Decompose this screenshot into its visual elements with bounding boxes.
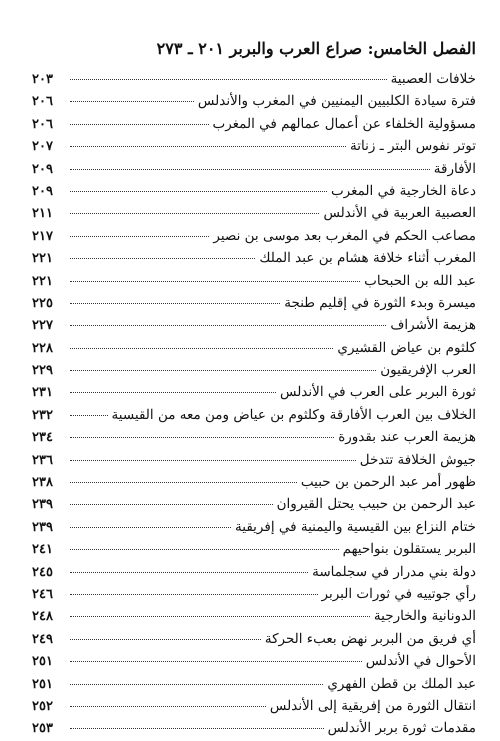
dot-leader [70,392,276,393]
toc-entry-page-number: ٢٢١ [32,251,53,267]
toc-entry-title: كلثوم بن عياض القشيري [337,339,476,356]
toc-entry-page-number: ٢٠٦ [32,116,53,132]
toc-entry-title: مصاعب الحكم في المغرب بعد موسى بن نصير [213,227,476,244]
dot-leader [70,191,327,192]
toc-entry-page-number: ٢٥٣ [32,721,53,737]
dot-leader [70,616,370,617]
toc-entry [32,717,476,739]
toc-entry [32,180,476,202]
toc-entry-page-number: ٢٣٨ [32,475,53,491]
toc-entry-title: عبد الرحمن بن حبيب يحتل القيروان [276,496,476,513]
dot-leader [70,370,376,371]
toc-entry-page-number: ٢٤٩ [32,631,53,647]
toc-entry-title: دولة بني مدرار في سجلماسة [312,563,476,580]
toc-entry [32,68,476,90]
toc-entry-page-number: ٢٥١ [32,676,53,692]
toc-entry [32,650,476,672]
dot-leader [70,146,346,147]
toc-entry [32,381,476,403]
toc-entry-title: توتر نفوس البتر ـ زناتة [350,138,476,155]
toc-entry-page-number: ٢٣٢ [32,407,53,423]
toc-entry-page-number: ٢٣٩ [32,519,53,535]
dot-leader [70,684,323,685]
dot-leader [70,101,194,102]
dot-leader [70,482,297,483]
chapter-heading: الفصل الخامس: صراع العرب والبربر ٢٠١ ـ ٢٧٣ [156,39,476,58]
toc-entry [32,673,476,695]
toc-entry-page-number: ٢٤١ [32,542,53,558]
dot-leader [70,213,319,214]
dot-leader [70,594,318,595]
toc-entry-title: عبد الملك بن قطن الفهري [327,675,476,692]
toc-entry-title: البربر يستقلون بنواحيهم [342,541,476,558]
toc-entry-page-number: ٢٢١ [32,273,53,289]
toc-entry [32,135,476,157]
toc-entry-page-number: ٢٢٩ [32,363,53,379]
toc-entry-title: المغرب أثناء خلافة هشام بن عبد الملك [259,250,476,267]
toc-entry [32,493,476,515]
toc-entry [32,158,476,180]
toc-entry-page-number: ٢٠٦ [32,94,53,110]
dot-leader [70,348,333,349]
toc-entry-page-number: ٢١٧ [32,228,53,244]
toc-entry-title: الخلاف بين العرب الأفارقة وكلثوم بن عياض ومن معه من القيسية [111,406,476,423]
toc-entry [32,113,476,135]
dot-leader [70,460,356,461]
toc-entry-title: عبد الله بن الحبحاب [364,272,476,289]
dot-leader [70,169,430,170]
toc-entry-page-number: ٢٤٥ [32,564,53,580]
dot-leader [70,661,362,662]
dot-leader [70,303,280,304]
toc-entry [32,404,476,426]
toc-entry-page-number: ٢١١ [32,206,53,222]
toc-entry-title: ميسرة وبدء الثورة في إقليم طنجة [284,294,476,311]
toc-entry-title: خلافات العصبية [390,71,476,87]
dot-leader [70,79,387,80]
dot-leader [70,415,108,416]
dot-leader [70,527,231,528]
toc-entry-title: انتقال الثورة من إفريقية إلى الأندلس [269,697,476,714]
toc-entry-title: جيوش الخلافة تتدخل [359,451,476,468]
toc-entry [32,628,476,650]
toc-entry-title: ختام النزاع بين القيسية واليمنية في إفريقية [235,518,476,535]
dot-leader [70,572,308,573]
toc-entry-title: الأحوال في الأندلس [365,653,476,670]
dot-leader [70,549,339,550]
toc-entry [32,426,476,448]
toc-entry-page-number: ٢٣٦ [32,452,53,468]
toc-entry-page-number: ٢٣٤ [32,430,53,446]
toc-entry-page-number: ٢٤٨ [32,609,53,625]
dot-leader [70,325,386,326]
toc-entry [32,538,476,560]
toc-entry [32,449,476,471]
dot-leader [70,236,209,237]
toc-entry [32,202,476,224]
toc-entry [32,605,476,627]
toc-entry-page-number: ٢٠٧ [32,139,53,155]
toc-entry-title: ظهور أمر عبد الرحمن بن حبيب [300,474,476,491]
toc-entry [32,695,476,717]
toc-entry [32,292,476,314]
toc-entry [32,90,476,112]
toc-entry-title: العرب الإفريقيون [380,362,476,379]
toc-entry-page-number: ٢٢٨ [32,340,53,356]
toc-entry [32,270,476,292]
toc-entry-title: ثورة البربر على العرب في الأندلس [279,384,476,401]
toc-entry [32,516,476,538]
toc-list [32,68,476,740]
dot-leader [70,124,209,125]
toc-entry [32,561,476,583]
toc-entry-title: مقدمات ثورة بربر الأندلس [327,720,476,737]
toc-entry-title: الدونانية والخارجية [373,608,476,625]
toc-entry [32,583,476,605]
toc-entry-page-number: ٢٢٧ [32,318,53,334]
toc-entry-page-number: ٢٢٥ [32,295,53,311]
toc-entry-title: هزيمة الأشراف [390,317,476,334]
toc-entry-page-number: ٢٠٩ [32,161,53,177]
dot-leader [70,706,266,707]
dot-leader [70,728,324,729]
toc-entry [32,314,476,336]
toc-entry-title: مسؤولية الخلفاء عن أعمال عمالهم في المغرب [212,115,476,132]
toc-entry-title: دعاة الخارجية في المغرب [330,182,476,199]
toc-entry-page-number: ٢٤٦ [32,586,53,602]
dot-leader [70,258,255,259]
toc-entry-title: فترة سيادة الكلبيين اليمنيين في المغرب والأندلس [197,93,476,110]
dot-leader [70,437,334,438]
toc-entry [32,359,476,381]
toc-entry-title: الأفارقة [433,160,476,177]
toc-entry-page-number: ٢٣٩ [32,497,53,513]
toc-entry [32,247,476,269]
dot-leader [70,504,273,505]
toc-entry-title: هزيمة العرب عند بقدورة [338,429,476,446]
toc-entry [32,471,476,493]
toc-entry-title: العصبية العربية في الأندلس [323,205,476,222]
toc-entry [32,337,476,359]
toc-entry-page-number: ٢٠٩ [32,183,53,199]
toc-entry-page-number: ٢٥١ [32,654,53,670]
dot-leader [70,281,360,282]
toc-entry-title: رأي جوتييه في ثورات البربر [321,585,476,602]
toc-entry-page-number: ٢٠٣ [32,72,53,87]
toc-entry-title: أي فريق من البربر نهض بعبء الحركة [264,630,476,647]
toc-entry [32,225,476,247]
toc-entry-page-number: ٢٣١ [32,385,53,401]
toc-entry-page-number: ٢٥٢ [32,698,53,714]
dot-leader [70,639,261,640]
